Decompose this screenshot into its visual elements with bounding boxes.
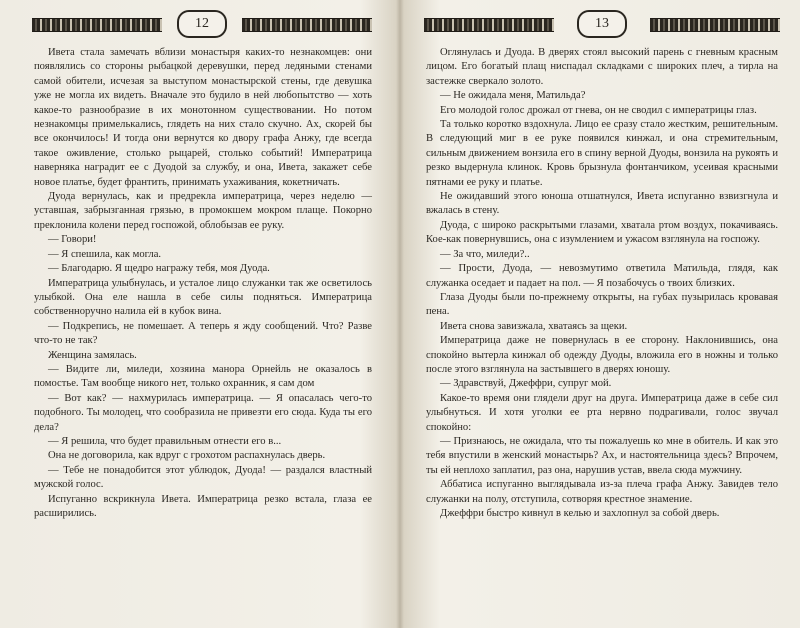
page-header <box>424 10 780 38</box>
paragraph: — Видите ли, миледи, хозяина манора Орнейль не оказалось в помостье. Там вообще никого нет, только охранник, я сам дом <box>34 363 372 390</box>
paragraph: — Говори! <box>48 234 97 246</box>
paragraph: Не ожидавший этого юноша отшатнулся, Ивета испуганно взвизгнула и вжалась в стену. <box>426 191 778 217</box>
paragraph: Испуганно вскрикнула Ивета. Императрица резко встала, глаза ее расширились. <box>34 493 372 519</box>
paragraph: Она не договорила, как вдруг с грохотом распахнулась дверь. <box>48 450 326 462</box>
ornament-border <box>242 18 372 32</box>
page-text <box>426 46 778 610</box>
paragraph: — Прости, Дуода, — невозмутимо ответила Матильда, глядя, как служанка оседает и падает на пол. — Я позабочусь о твоих близких. <box>426 263 778 289</box>
paragraph: Та только коротко вздохнула. Лицо ее сразу стало жестким, решительным. В следующий миг в ее руке появился кинжал, и она стремительным, сильным движением вонзила его в спину верной Дуоды, вонзила на рукоять и резко выдернула клинок. Кровь брызнула фонтанчиком, усеивая красными пятнами ее руку и платье. <box>426 119 778 188</box>
page-number: 13 <box>577 10 627 38</box>
ornament-border <box>424 18 554 32</box>
paragraph: — Признаюсь, не ожидала, что ты пожалуешь ко мне в обитель. И как это тебя впустили в женский монастырь? Ах, и настоятельница здесь? Впрочем, ты ей неплохо заплатил, раз она, нарушив устав, ввела сюда мужчину. <box>426 435 778 476</box>
page-number: 12 <box>177 10 227 38</box>
paragraph: — Тебе не понадобится этот ублюдок, Дуода! — раздался властный мужской голос. <box>34 464 372 491</box>
paragraph: — Не ожидала меня, Матильда? <box>440 90 586 102</box>
paragraph: — За что, миледи?.. <box>440 248 530 260</box>
paragraph: Ивета снова завизжала, хватаясь за щеки. <box>440 320 628 332</box>
ornament-border <box>650 18 780 32</box>
paragraph: Дуода вернулась, как и предрекла императрица, через неделю — уставшая, забрызганная грязью, в промокшем мокром плаще. Покорно преклонила колени перед госпожой, облобызав ее руку. <box>34 191 372 231</box>
paragraph: Джеффри быстро кивнул в келью и захлопнул за собой дверь. <box>440 508 720 519</box>
paragraph: Аббатиса испуганно выглядывала из-за плеча графа Анжу. Завидев тело служанки на полу, отступила, сотворяя крестное знамение. <box>426 479 778 505</box>
paragraph: Женщина замялась. <box>48 349 137 361</box>
page-header <box>32 10 372 38</box>
paragraph: Глаза Дуоды были по-прежнему открыты, на губах пузырилась кровавая пена. <box>426 291 778 318</box>
paragraph: Его молодой голос дрожал от гнева, он не сводил с императрицы глаз. <box>440 104 757 116</box>
right-page <box>402 0 800 628</box>
paragraph: Дуода, с широко раскрытыми глазами, хватала ртом воздух, покачиваясь. Кое-как повернувшись, она с изумлением и ужасом взглянула на госпожу. <box>426 219 778 246</box>
paragraph: Императрица улыбнулась, и усталое лицо служанки так же осветилось улыбкой. Она еле нашла в себе силы подняться. Императрица собственноручно налила ей в кубок вина. <box>34 277 372 318</box>
paragraph: — Я спешила, как могла. <box>48 248 162 260</box>
paragraph: — Вот как? — нахмурилась императрица. — Я опасалась чего-то подобного. Ты молодец, что сообразила не привезти его сюда. Куда ты его дела? <box>34 392 372 433</box>
paragraph: — Подкрепись, не помешает. А теперь я жду сообщений. Что? Разве что-то не так? <box>34 320 372 347</box>
paragraph: Оглянулась и Дуода. В дверях стоял высокий парень с гневным красным лицом. Его богатый плащ ниспадал складками с широких плеч, а тирла на застежке сверкало золото. <box>426 47 778 87</box>
paragraph: Какое-то время они глядели друг на друга. Императрица даже в себе сил улыбнуться. И хотя уголки ее рта нервно подрагивали, голос звучал спокойно: <box>426 392 778 433</box>
paragraph: Императрица даже не повернулась в ее сторону. Наклонившись, она спокойно вытерла кинжал об одежду Дуоды, вложила его в ножны и только после этого взглянула на застывшего в дверях юношу. <box>426 335 778 375</box>
ornament-border <box>32 18 162 32</box>
paragraph: Ивета стала замечать вблизи монастыря каких-то незнакомцев: они появлялись со стороны рыбацкой деревушки, перед ледяными стенами самой обители, исчезая за выступом монастырской стены, где девушка уже не могла их видеть. Вначале это будило в ней любопытство — хоть какое-то разнообразие в их монотонном существовании. Но потом незнакомцы примелькались, глядеть на них стало скучно. Ах, скорей бы все окончилось! И тогда они вернутся ко двору графа Анжу, где всегда такое оживление, столько рыцарей, столько событий! Императрица наверняка наградит ее с Дуодой за службу, и она, Ивета, закажет себе новое платье, будет франтить, принимать ухаживания, кокетничать. <box>34 47 372 188</box>
left-page <box>0 0 398 628</box>
page-text <box>34 46 372 610</box>
paragraph: — Здравствуй, Джеффри, супруг мой. <box>440 378 612 390</box>
paragraph: — Благодарю. Я щедро награжу тебя, моя Дуода. <box>48 263 270 275</box>
paragraph: — Я решила, что будет правильным отнести его в... <box>48 435 282 447</box>
